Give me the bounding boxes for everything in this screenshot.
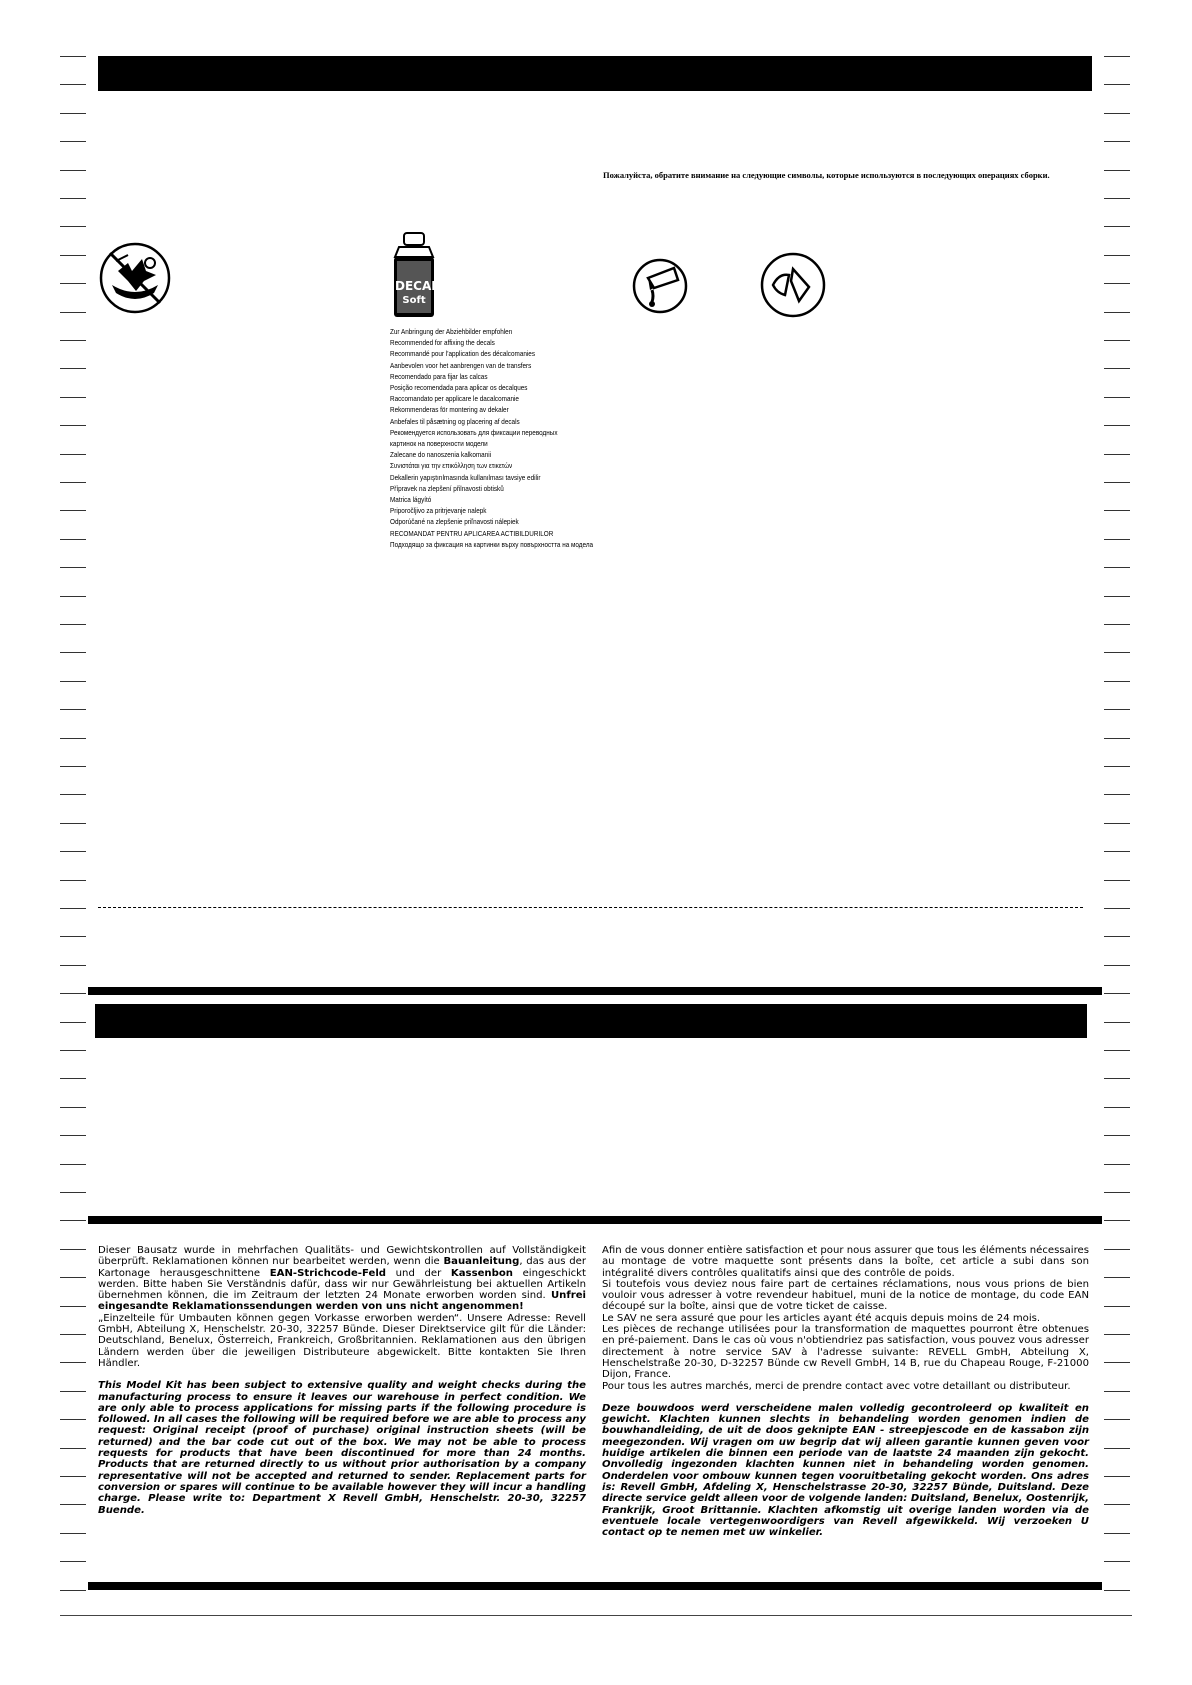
margin-tick [1104, 226, 1130, 227]
margin-tick [60, 965, 86, 966]
margin-tick [1104, 1561, 1130, 1562]
margin-tick [60, 823, 86, 824]
margin-tick [1104, 681, 1130, 682]
margin-tick [1104, 1192, 1130, 1193]
margin-tick [60, 1022, 86, 1023]
margin-tick [60, 1391, 86, 1392]
margin-tick [60, 1334, 86, 1335]
decal-recommendation-line: Zur Anbringung der Abziehbilder empfohlen [390, 327, 513, 336]
margin-tick [1104, 283, 1130, 284]
service-top-bar [88, 1216, 1102, 1224]
margin-tick [60, 84, 86, 85]
decal-recommendation-line: Anbefales til påsætning og placering af decals [390, 416, 520, 426]
margin-tick [60, 1533, 86, 1534]
margin-tick [60, 1107, 86, 1108]
margin-tick [60, 1362, 86, 1363]
dashed-cut-line [98, 907, 1083, 908]
margin-tick [60, 198, 86, 199]
margin-tick [60, 1220, 86, 1221]
margin-tick [60, 255, 86, 256]
section-divider-bar [88, 987, 1102, 995]
margin-tick [1104, 738, 1130, 739]
decal-can-label: DECAL [395, 279, 439, 293]
decal-recommendation-line: Odporúčané na zlepšenie priľnavosti nálepiek [390, 517, 519, 527]
margin-tick [60, 482, 86, 483]
margin-tick [1104, 56, 1130, 57]
page-bottom-rule [60, 1615, 1132, 1616]
margin-tick [1104, 567, 1130, 568]
margin-tick [1104, 1476, 1130, 1477]
margin-tick [60, 368, 86, 369]
margin-tick [60, 652, 86, 653]
decal-recommendation-line: Recommandé pour l'application des décalcomanies [390, 349, 536, 359]
margin-tick [60, 56, 86, 57]
margin-tick [60, 1306, 86, 1307]
margin-tick [60, 936, 86, 937]
margin-tick [1104, 425, 1130, 426]
service-text-fr-5: Pour tous les autres marchés, merci de prendre contact avec votre detaillant ou distributeur. [602, 1380, 1071, 1392]
decal-recommendation-line: Подходящо за фиксация на картинки върху повърхността на модела [390, 539, 594, 549]
margin-tick [60, 766, 86, 767]
margin-tick [60, 681, 86, 682]
margin-tick [1104, 823, 1130, 824]
margin-tick [1104, 482, 1130, 483]
decal-recommendation-line: Matrica lágyító [390, 495, 432, 505]
margin-tick [1104, 1022, 1130, 1023]
margin-tick [1104, 993, 1130, 994]
margin-tick [1104, 1078, 1130, 1079]
margin-tick [1104, 397, 1130, 398]
margin-tick [1104, 1419, 1130, 1420]
service-text-fr-1: Afin de vous donner entière satisfaction et pour nous assurer que tous les éléments nécessaires au montage de votre maquette sont présents dans la boîte, cet article a subi dans son intégralité divers contrôles qualitatifs ainsi que des contrôle de poids. [602, 1245, 1089, 1279]
margin-tick [1104, 936, 1130, 937]
service-text-en: This Model Kit has been subject to extensive quality and weight checks during the manufacturing process to ensure it leaves our warehouse in perfect condition. We are only able to process applications for missing parts if the following procedure is followed. In all cases the following will be required before we are able to process any request: Original receipt (proof of purchase) original instruction sheets (will be returned) and the bar code cut out of the box. We may not be able to process requests for products that have been discontinued for more than 24 months. Products that are returned directly to us without prior authorisation by a company representative will not be accepted and returned to sender. Replacement parts for conversion or spares will continue to be available however they will incur a handling charge. Please write to: Department X Revell GmbH, Henschelstr. 20-30, 32257 Buende. [98, 1380, 586, 1516]
decal-recommendation-line: Dekallerin yapıştırılmasında kullanılması tavsiye edilir [390, 472, 541, 482]
margin-tick [1104, 1391, 1130, 1392]
margin-tick [60, 738, 86, 739]
decal-recommendation-line: Recomendado para fijar las calcas [390, 371, 488, 381]
decal-recommendation-line: Συνιστάται για την επικόλληση των ετικετών [390, 461, 513, 471]
margin-tick [60, 170, 86, 171]
decal-can-sublabel: Soft [402, 295, 426, 306]
margin-tick [60, 113, 86, 114]
margin-tick [60, 1192, 86, 1193]
margin-tick [1104, 794, 1130, 795]
margin-tick [60, 510, 86, 511]
decal-recommendation-line: Aanbevolen voor het aanbrengen van de transfers [390, 360, 532, 370]
margin-tick [60, 624, 86, 625]
margin-tick [1104, 1334, 1130, 1335]
margin-tick [1104, 1533, 1130, 1534]
margin-tick [1104, 1135, 1130, 1136]
margin-tick [60, 454, 86, 455]
margin-tick [60, 1277, 86, 1278]
decal-recommendation-line: Rekommenderas för montering av dekaler [390, 405, 509, 415]
margin-tick [1104, 1504, 1130, 1505]
decal-recommendation-line: картинок на поверхности модели [390, 439, 488, 449]
margin-tick [1104, 624, 1130, 625]
margin-tick [1104, 652, 1130, 653]
decal-recommendation-line: Recommended for affixing the decals [390, 338, 495, 348]
service-bottom-bar [88, 1582, 1102, 1590]
paint-tray-icon [98, 241, 172, 315]
service-column-right [602, 1245, 1089, 1538]
decal-recommendation-line: Рекомендуется использовать для фиксации переводных [390, 427, 558, 437]
margin-tick [1104, 84, 1130, 85]
decal-recommendation-line: Posição recomendada para aplicar os decalques [390, 383, 528, 393]
margin-tick [60, 1590, 86, 1591]
margin-tick [1104, 1306, 1130, 1307]
margin-tick [60, 1419, 86, 1420]
margin-tick [60, 340, 86, 341]
margin-tick [1104, 1050, 1130, 1051]
decal-recommendation-line: Zalecane do nanoszenia kalkomanii [390, 450, 492, 460]
service-column-left [98, 1245, 586, 1516]
margin-tick [60, 141, 86, 142]
margin-tick [60, 1504, 86, 1505]
margin-tick [1104, 851, 1130, 852]
decal-recommendation-line: Raccomandato per applicare le dacalcomanie [390, 394, 519, 404]
margin-tick [60, 425, 86, 426]
margin-tick [1104, 141, 1130, 142]
margin-tick [1104, 1220, 1130, 1221]
margin-tick [1104, 1448, 1130, 1449]
decal-recommendation-line: Přípravek na zlepšení přilnavosti obtisků [390, 483, 504, 493]
service-header-bar [95, 1004, 1087, 1038]
service-text-de-address: „Einzelteile für Umbauten können gegen Vorkasse erworben werden“. Unsere Adresse: Revell GmbH, Abteilung X, Henschelstr. 20-30, 32257 Bünde. Dieser Direktservice gilt für die Länder: Deutschland, Benelux, Österreich, Frankreich, Großbritannien. Reklamationen aus den übrigen Ländern werden über die jeweiligen Distributeure abgewickelt. Bitte kontakten Sie Ihren Händler. [98, 1312, 586, 1369]
margin-tick [60, 1249, 86, 1250]
decal-recommendation-line: RECOMANDAT PENTRU APLICAREA ACTIBILDURILOR [390, 528, 554, 538]
service-text-fr-2: Si toutefois vous deviez nous faire part de certaines réclamations, nous vous prions de bien vouloir vous adresser à votre revendeur habituel, muni de la notice de montage, du code EAN découpé sur la boîte, ainsi que de votre ticket de caisse. [602, 1278, 1089, 1313]
service-text-fr-3: Le SAV ne sera assuré que pour les articles ayant été acquis depuis moins de 24 mois. [602, 1312, 1041, 1324]
margin-tick [60, 539, 86, 540]
margin-tick [60, 1135, 86, 1136]
margin-tick [1104, 880, 1130, 881]
margin-tick [60, 794, 86, 795]
margin-tick [60, 851, 86, 852]
margin-tick [1104, 908, 1130, 909]
margin-tick [1104, 709, 1130, 710]
margin-tick [60, 709, 86, 710]
margin-tick [60, 1561, 86, 1562]
margin-tick [1104, 255, 1130, 256]
margin-tick [60, 1050, 86, 1051]
margin-tick [1104, 596, 1130, 597]
margin-tick [1104, 454, 1130, 455]
margin-tick [1104, 1362, 1130, 1363]
margin-tick [1104, 1164, 1130, 1165]
margin-tick [60, 1448, 86, 1449]
margin-tick [1104, 113, 1130, 114]
service-text-de: Dieser Bausatz wurde in mehrfachen Qualitäts- und Gewichtskontrollen auf Vollständigkeit überprüft. Reklamationen können nur bearbeitet werden, wenn die Bauanleitung, das aus der Kartonage herausgeschnittene EAN-Strichcode-Feld und der Kassenbon eingeschickt werden. Bitte haben Sie Verständnis dafür, dass wir nur Gewährleistung bei aktuellen Artikeln übernehmen können, die im Zeitraum der letzten 24 Monate erworben worden sind. Unfrei eingesandte Reklamationssendungen werden von uns nicht angenommen! [98, 1245, 587, 1313]
margin-tick [1104, 368, 1130, 369]
margin-tick [60, 397, 86, 398]
margin-tick [1104, 510, 1130, 511]
margin-tick [60, 908, 86, 909]
margin-tick [60, 312, 86, 313]
margin-tick [60, 880, 86, 881]
margin-tick [1104, 1590, 1130, 1591]
glue-tube-icon [632, 258, 688, 314]
margin-tick [1104, 340, 1130, 341]
decal-apply-icon [759, 251, 827, 319]
margin-tick [60, 283, 86, 284]
margin-tick [1104, 1249, 1130, 1250]
margin-tick [1104, 1277, 1130, 1278]
margin-tick [60, 1476, 86, 1477]
margin-tick [1104, 965, 1130, 966]
margin-tick [60, 993, 86, 994]
service-text-fr-4: Les pièces de rechange utilisées pour la transformation de maquettes pourront être obtenues en pré-paiement. Dans le cas où vous n'obtiendriez pas satisfaction, vous pouvez vous adresser directement à notre service SAV à l'adresse suivante: REVELL GmbH, Abteilung X, Henschelstraße 20-30, D-32257 Bünde cw Revell GmbH, 14 B, rue du Chapeau Rouge, F-21000 Dijon, France. [602, 1324, 1089, 1381]
margin-tick [60, 226, 86, 227]
decal-recommendation-line: Priporočljivo za pritrjevanje nalepk [390, 506, 487, 516]
margin-tick [60, 1164, 86, 1165]
margin-tick [60, 596, 86, 597]
decal-soft-can-icon [391, 231, 437, 319]
margin-tick [1104, 198, 1130, 199]
margin-tick [60, 567, 86, 568]
margin-tick [60, 1078, 86, 1079]
margin-tick [1104, 170, 1130, 171]
service-text-nl: Deze bouwdoos werd verscheidene malen volledig gecontroleerd op kwaliteit en gewicht. Klachten kunnen slechts in behandeling worden genomen indien de bouwhandleiding, de uit de doos geknipte EAN - streepjescode en de kassabon zijn meegezonden. Wij vragen om uw begrip dat wij alleen garantie kunnen geven voor huidige artikelen die binnen een periode van de laatste 24 maanden zijn gekocht. Onvolledig ingezonden klachten kunnen niet in behandeling worden genomen. Onderdelen voor ombouw kunnen tegen vooruitbetaling gekocht worden. Ons adres is: Revell GmbH, Afdeling X, Henschelstrasse 20-30, 32257 Bünde, Duitsland. Deze directe service geldt alleen voor de volgende landen: Duitsland, Benelux, Oostenrijk, Frankrijk, Groot Brittannie. Klachten afkomstig uit overige landen worden via de eventuele locale vertegenwoordigers van Revell afgewikkeld. Wij verzoeken U contact op te nemen met uw winkelier. [602, 1402, 1089, 1539]
russian-symbols-note: Пожалуйста, обратите внимание на следующие символы, которые используются в последующих операциях сборки. [603, 170, 1050, 180]
margin-tick [1104, 539, 1130, 540]
margin-tick [1104, 1107, 1130, 1108]
decal-recommendation-list [390, 326, 593, 550]
margin-tick [1104, 766, 1130, 767]
margin-tick [1104, 312, 1130, 313]
top-header-bar [98, 56, 1092, 91]
